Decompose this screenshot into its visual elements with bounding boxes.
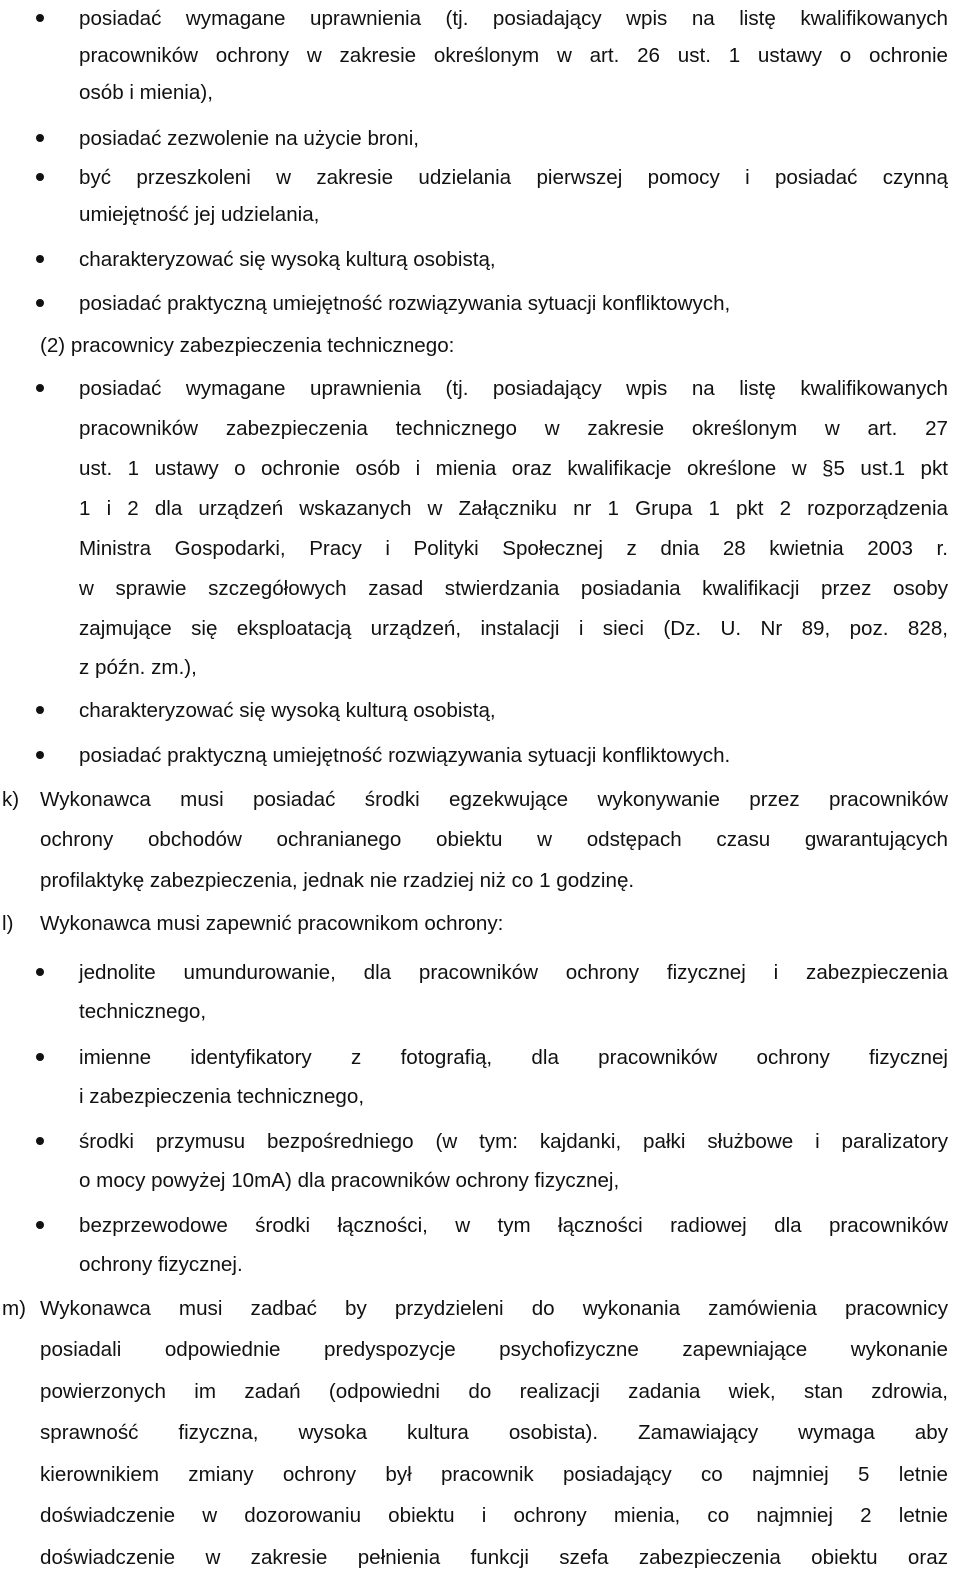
bullet-icon: [36, 706, 44, 714]
line-text: Ministra Gospodarki, Pracy i Polityki Społecznej z dnia 28 kwietnia 2003 r.: [79, 537, 948, 560]
list-item-line: [0, 1246, 960, 1283]
list-item-line: [0, 196, 960, 233]
paragraph-marker: l): [2, 912, 14, 935]
list-item-line: [0, 1078, 960, 1115]
bullet-icon: [36, 1221, 44, 1229]
line-text: charakteryzować się wysoką kulturą osobistą,: [79, 248, 496, 271]
list-item-line: [0, 1039, 960, 1076]
list-item-line: [0, 450, 960, 487]
bullet-icon: [36, 255, 44, 263]
paragraph-line: [0, 821, 960, 858]
line-text: technicznego,: [79, 1000, 207, 1023]
line-text: być przeszkoleni w zakresie udzielania pierwszej pomocy i posiadać czynną: [79, 166, 948, 189]
line-text: Wykonawca musi zapewnić pracownikom ochrony:: [40, 912, 504, 935]
line-text: doświadczenie w zakresie pełnienia funkcji szefa zabezpieczenia obiektu oraz: [40, 1546, 948, 1569]
line-text: ochrony fizycznej.: [79, 1253, 243, 1276]
list-item-line: [0, 954, 960, 991]
line-text: i zabezpieczenia technicznego,: [79, 1085, 365, 1108]
line-text: jednolite umundurowanie, dla pracowników ochrony fizycznej i zabezpieczenia: [79, 961, 948, 984]
line-text: 1 i 2 dla urządzeń wskazanych w Załączniku nr 1 Grupa 1 pkt 2 rozporządzenia: [79, 497, 948, 520]
line-text: w sprawie szczegółowych zasad stwierdzania posiadania kwalifikacji przez osoby: [79, 577, 948, 600]
list-item-line: [0, 737, 960, 774]
bullet-icon: [36, 1053, 44, 1061]
bullet-icon: [36, 173, 44, 181]
line-text: środki przymusu bezpośredniego (w tym: kajdanki, pałki służbowe i paralizatory: [79, 1130, 948, 1153]
line-text: pracowników zabezpieczenia technicznego w zakresie określonym w art. 27: [79, 417, 948, 440]
bullet-icon: [36, 299, 44, 307]
line-text: powierzonych im zadań (odpowiedni do realizacji zadania wiek, stan zdrowia,: [40, 1380, 948, 1403]
list-item-line: [0, 241, 960, 278]
line-text: zajmujące się eksploatacją urządzeń, instalacji i sieci (Dz. U. Nr 89, poz. 828,: [79, 617, 948, 640]
section-heading: [0, 327, 960, 364]
paragraph-marker: m): [2, 1297, 27, 1320]
line-text: posiadać zezwolenie na użycie broni,: [79, 127, 419, 150]
line-text: umiejętność jej udzielania,: [79, 203, 320, 226]
list-item-line: [0, 1162, 960, 1199]
line-text: sprawność fizyczna, wysoka kultura osobista). Zamawiający wymaga aby: [40, 1421, 948, 1444]
line-text: kierownikiem zmiany ochrony był pracownik posiadający co najmniej 5 letnie: [40, 1463, 948, 1486]
line-text: charakteryzować się wysoką kulturą osobistą,: [79, 699, 496, 722]
line-text: posiadać praktyczną umiejętność rozwiązywania sytuacji konfliktowych.: [79, 744, 731, 767]
paragraph-line: [0, 1539, 960, 1576]
line-text: (2) pracownicy zabezpieczenia technicznego:: [40, 334, 455, 357]
lettered-paragraph: [0, 1290, 960, 1327]
paragraph-marker: k): [2, 788, 20, 811]
lettered-paragraph: [0, 905, 960, 942]
list-item-line: [0, 159, 960, 196]
line-text: osób i mienia),: [79, 81, 213, 104]
list-item-line: [0, 410, 960, 447]
bullet-icon: [36, 14, 44, 22]
list-item-line: [0, 120, 960, 157]
line-text: ochrony obchodów ochranianego obiektu w odstępach czasu gwarantujących: [40, 828, 948, 851]
list-item-line: [0, 37, 960, 74]
line-text: imienne identyfikatory z fotografią, dla pracowników ochrony fizycznej: [79, 1046, 948, 1069]
list-item-line: [0, 993, 960, 1030]
list-item-line: [0, 570, 960, 607]
bullet-icon: [36, 751, 44, 759]
list-item-line: [0, 610, 960, 647]
bullet-icon: [36, 384, 44, 392]
bullet-icon: [36, 134, 44, 142]
paragraph-line: [0, 1373, 960, 1410]
line-text: posiadać wymagane uprawnienia (tj. posiadający wpis na listę kwalifikowanych: [79, 377, 948, 400]
list-item-line: [0, 530, 960, 567]
bullet-icon: [36, 1137, 44, 1145]
line-text: Wykonawca musi zadbać by przydzieleni do wykonania zamówienia pracownicy: [40, 1297, 948, 1320]
line-text: profilaktykę zabezpieczenia, jednak nie rzadziej niż co 1 godzinę.: [40, 869, 635, 892]
line-text: posiadać wymagane uprawnienia (tj. posiadający wpis na listę kwalifikowanych: [79, 7, 948, 30]
line-text: pracowników ochrony w zakresie określonym w art. 26 ust. 1 ustawy o ochronie: [79, 44, 948, 67]
bullet-icon: [36, 968, 44, 976]
paragraph-line: [0, 862, 960, 899]
line-text: posiadać praktyczną umiejętność rozwiązywania sytuacji konfliktowych,: [79, 292, 731, 315]
list-item-line: [0, 1123, 960, 1160]
list-item-line: [0, 74, 960, 111]
line-text: posiadali odpowiednie predyspozycje psychofizyczne zapewniające wykonanie: [40, 1338, 948, 1361]
paragraph-line: [0, 1414, 960, 1451]
list-item-line: [0, 490, 960, 527]
list-item-line: [0, 370, 960, 407]
line-text: bezprzewodowe środki łączności, w tym łączności radiowej dla pracowników: [79, 1214, 948, 1237]
list-item-line: [0, 649, 960, 686]
list-item-line: [0, 692, 960, 729]
line-text: o mocy powyżej 10mA) dla pracowników ochrony fizycznej,: [79, 1169, 620, 1192]
list-item-line: [0, 1207, 960, 1244]
paragraph-line: [0, 1497, 960, 1534]
paragraph-line: [0, 1331, 960, 1368]
line-text: z późn. zm.),: [79, 656, 197, 679]
line-text: ust. 1 ustawy o ochronie osób i mienia oraz kwalifikacje określone w §5 ust.1 pkt: [79, 457, 948, 480]
line-text: Wykonawca musi posiadać środki egzekwujące wykonywanie przez pracowników: [40, 788, 948, 811]
lettered-paragraph: [0, 781, 960, 818]
line-text: doświadczenie w dozorowaniu obiektu i ochrony mienia, co najmniej 2 letnie: [40, 1504, 948, 1527]
paragraph-line: [0, 1456, 960, 1493]
list-item-line: [0, 285, 960, 322]
list-item-line: [0, 0, 960, 37]
